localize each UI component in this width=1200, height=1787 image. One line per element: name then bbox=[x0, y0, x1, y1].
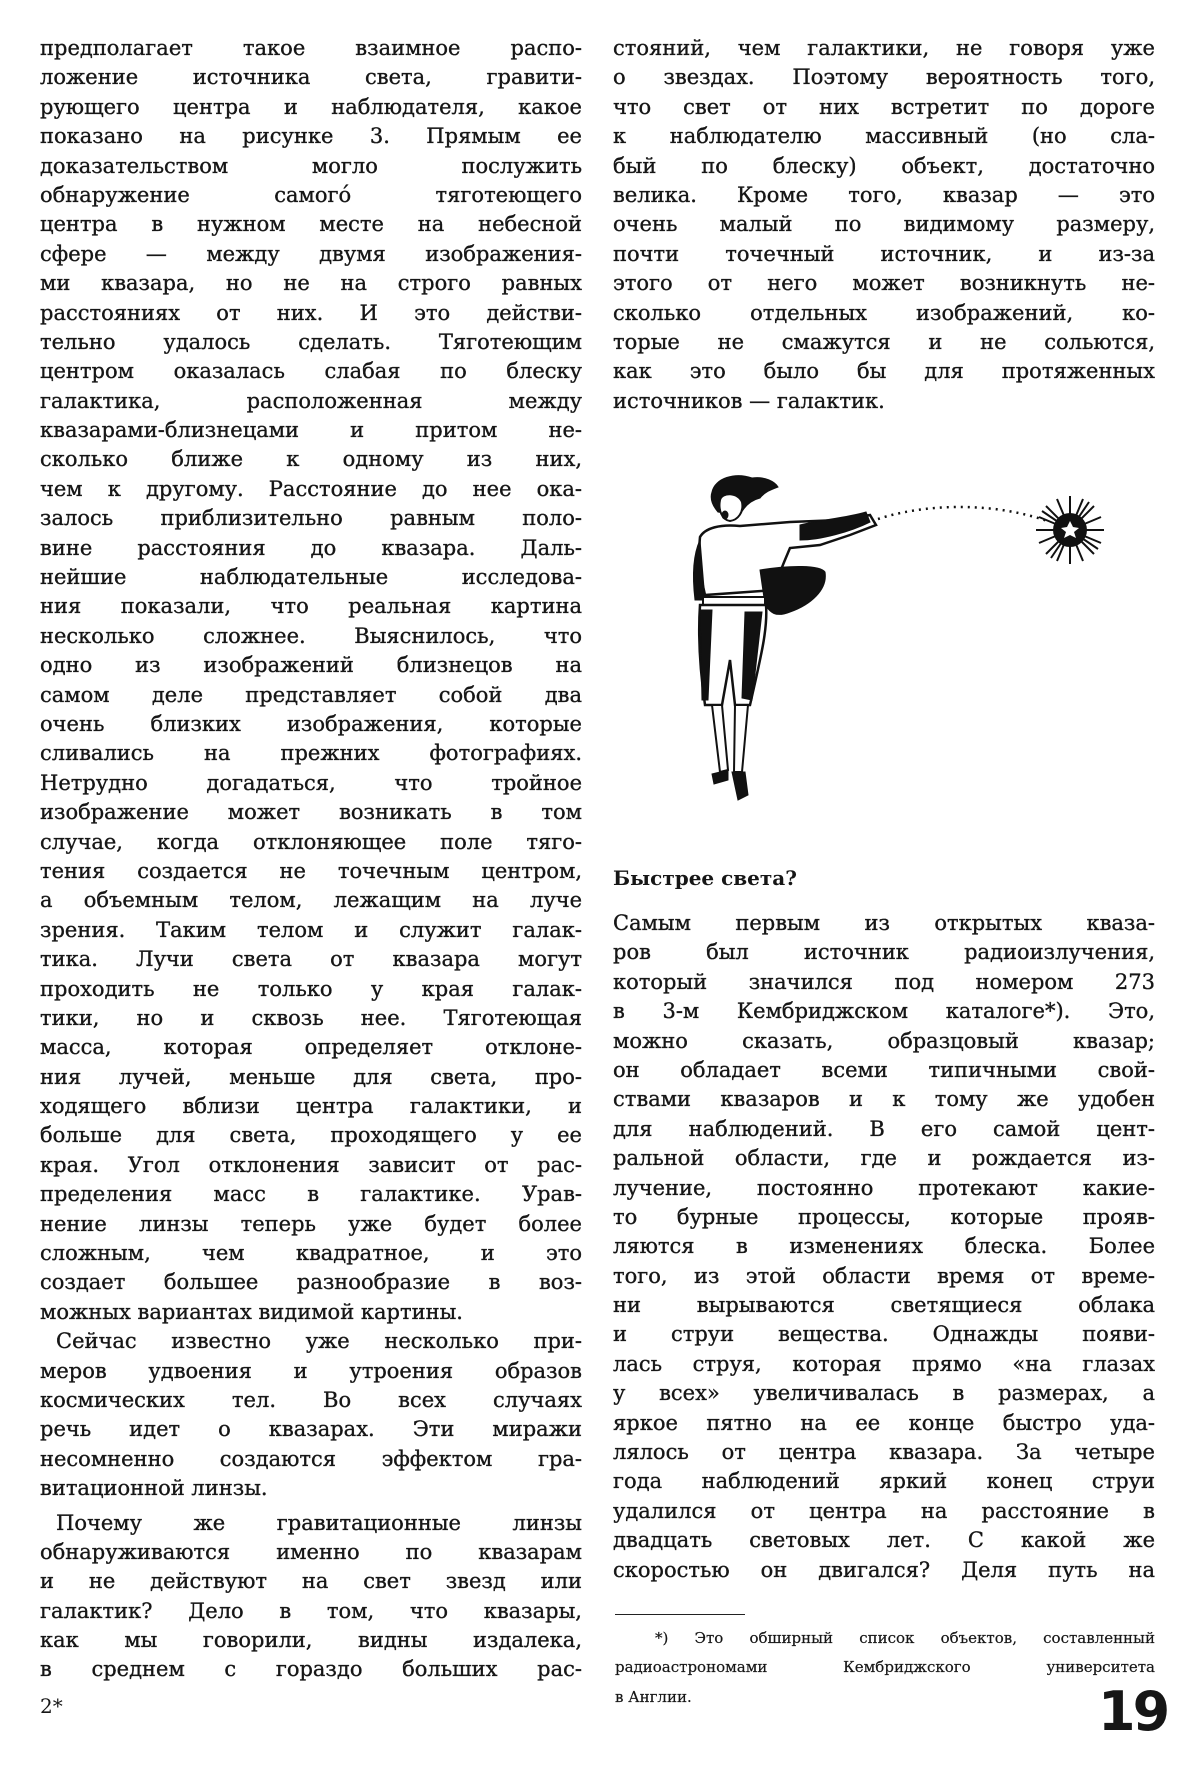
text-line: ложение источника света, гравити- bbox=[40, 65, 582, 90]
text-line: торые не смажутся и не сольются, bbox=[613, 329, 1155, 354]
text-line: яркое пятно на ее конце быстро уда- bbox=[613, 1410, 1155, 1435]
footnote-line: в Англии. bbox=[615, 1687, 692, 1706]
footnote-line: радиоастрономами Кембриджского университета bbox=[615, 1658, 1155, 1677]
text-line: нейшие наблюдательные исследова- bbox=[40, 565, 582, 590]
text-line: ляются в изменениях блеска. Более bbox=[613, 1234, 1155, 1259]
text-line: года наблюдений яркий конец струи bbox=[613, 1469, 1155, 1494]
text-line: он обладает всеми типичными свой- bbox=[613, 1057, 1155, 1082]
page-number: 19 bbox=[1098, 1680, 1168, 1743]
text-line: как это было бы для протяженных bbox=[613, 359, 1155, 384]
text-line: у всех» увеличивалась в размерах, а bbox=[613, 1381, 1155, 1406]
text-line: края. Угол отклонения зависит от рас- bbox=[40, 1152, 582, 1177]
text-line: лучение, постоянно протекают какие- bbox=[613, 1175, 1155, 1200]
text-line: нение линзы теперь уже будет более bbox=[40, 1211, 582, 1236]
footnote-line: *) Это обширный список объектов, составленный bbox=[655, 1629, 1155, 1647]
text-line: одно из изображений близнецов на bbox=[40, 653, 582, 678]
text-line: велика. Кроме того, квазар — это bbox=[613, 182, 1155, 207]
text-line: ходящего вблизи центра галактики, и bbox=[40, 1094, 582, 1119]
text-line: и не действуют на свет звезд или bbox=[40, 1569, 582, 1594]
text-line: который значился под номером 273 bbox=[613, 969, 1155, 994]
text-line: в 3-м Кембриджском каталоге*). Это, bbox=[613, 999, 1155, 1024]
text-line: источников — галактик. bbox=[613, 388, 885, 413]
text-line: рующего центра и наблюдателя, какое bbox=[40, 94, 582, 119]
text-line: сколько отдельных изображений, ко- bbox=[613, 300, 1155, 325]
text-line: тельно удалось сделать. Тяготеющим bbox=[40, 329, 582, 354]
dotted-trajectory bbox=[878, 507, 1050, 522]
text-line: пределения масс в галактике. Урав- bbox=[40, 1182, 582, 1207]
text-line: больше для света, проходящего у ее bbox=[40, 1123, 582, 1148]
text-line: о звездах. Поэтому вероятность того, bbox=[613, 65, 1155, 90]
text-line: витационной линзы. bbox=[40, 1476, 268, 1501]
text-line: очень малый по видимому размеру, bbox=[613, 212, 1155, 237]
text-line: расстояниях от них. И это действи- bbox=[40, 300, 582, 325]
text-line: несколько сложнее. Выяснилось, что bbox=[40, 623, 582, 648]
text-line: скоростью он двигался? Деля путь на bbox=[613, 1557, 1155, 1582]
text-line: предполагает такое взаимное распо- bbox=[40, 36, 582, 60]
text-line: показано на рисунке 3. Прямым ее bbox=[40, 124, 582, 149]
text-line: доказательством могло послужить bbox=[40, 153, 582, 178]
text-line: изображение может возникать в том bbox=[40, 800, 582, 825]
text-line: этого от него может возникнуть не- bbox=[613, 271, 1155, 296]
text-line: центра в нужном месте на небесной bbox=[40, 212, 582, 237]
text-line: что свет от них встретит по дороге bbox=[613, 94, 1155, 119]
text-line: проходить не только у края галак- bbox=[40, 976, 582, 1001]
text-line: как мы говорили, видны издалека, bbox=[40, 1628, 582, 1653]
text-line: обнаружение самого́ тяготеющего bbox=[40, 182, 582, 207]
text-line: почти точечный источник, и из-за bbox=[613, 241, 1155, 266]
text-line: квазарами-близнецами и притом не- bbox=[40, 418, 582, 443]
text-line: ни вырываются светящиеся облака bbox=[613, 1293, 1155, 1318]
text-line: и струи вещества. Однажды появи- bbox=[613, 1322, 1155, 1347]
text-line: Почему же гравитационные линзы bbox=[56, 1510, 582, 1535]
text-line: зрения. Таким телом и служит галак- bbox=[40, 917, 582, 942]
text-line: сфере — между двумя изображения- bbox=[40, 241, 582, 266]
text-line: лялось от центра квазара. За четыре bbox=[613, 1440, 1155, 1465]
text-line: обнаруживаются именно по квазарам bbox=[40, 1539, 582, 1564]
text-line: ральной области, где и рождается из- bbox=[613, 1146, 1155, 1171]
text-line: сколько ближе к одному из них, bbox=[40, 447, 582, 472]
text-line: стояний, чем галактики, не говоря уже bbox=[613, 36, 1155, 60]
text-line: ствами квазаров и к тому же удобен bbox=[613, 1087, 1155, 1112]
text-line: бый по блеску) объект, достаточно bbox=[613, 153, 1155, 178]
star-icon bbox=[1036, 496, 1104, 564]
text-line: лась струя, которая прямо «на глазах bbox=[613, 1351, 1155, 1376]
text-line: того, из этой области время от време- bbox=[613, 1263, 1155, 1288]
boy-figure bbox=[693, 476, 876, 800]
text-line: удалился от центра на расстояние в bbox=[613, 1498, 1155, 1523]
text-line: ров был источник радиоизлучения, bbox=[613, 940, 1155, 965]
text-line: самом деле представляет собой два bbox=[40, 682, 582, 707]
text-line: несомненно создаются эффектом гра- bbox=[40, 1446, 582, 1471]
text-line: космических тел. Во всех случаях bbox=[40, 1387, 582, 1412]
text-line: вине расстояния до квазара. Даль- bbox=[40, 535, 582, 560]
text-line: можно сказать, образцовый квазар; bbox=[613, 1028, 1155, 1053]
text-line: создает большее разнообразие в воз- bbox=[40, 1270, 582, 1295]
section-heading: Быстрее света? bbox=[613, 866, 797, 890]
text-line: тики, но и сквозь нее. Тяготеющая bbox=[40, 1005, 582, 1030]
text-line: меров удвоения и утроения образов bbox=[40, 1358, 582, 1383]
text-line: Сейчас известно уже несколько при- bbox=[56, 1329, 582, 1354]
text-line: в среднем с гораздо больших рас- bbox=[40, 1657, 582, 1682]
text-line: залось приблизительно равным поло- bbox=[40, 506, 582, 531]
text-line: масса, которая определяет отклоне- bbox=[40, 1035, 582, 1060]
text-line: для наблюдений. В его самой цент- bbox=[613, 1116, 1155, 1141]
text-line: галактик? Дело в том, что квазары, bbox=[40, 1598, 582, 1623]
text-line: можных вариантах видимой картины. bbox=[40, 1299, 463, 1324]
text-line: чем к другому. Расстояние до нее ока- bbox=[40, 476, 582, 501]
text-line: сложным, чем квадратное, и это bbox=[40, 1241, 582, 1266]
text-line: к наблюдателю массивный (но сла- bbox=[613, 124, 1155, 149]
text-line: галактика, расположенная между bbox=[40, 388, 582, 413]
text-line: а объемным телом, лежащим на луче bbox=[40, 888, 582, 913]
text-line: Нетрудно догадаться, что тройное bbox=[40, 770, 582, 795]
text-line: тения создается не точечным центром, bbox=[40, 858, 582, 883]
text-line: случае, когда отклоняющее поле тяго- bbox=[40, 829, 582, 854]
text-line: ния показали, что реальная картина bbox=[40, 594, 582, 619]
text-line: очень близких изображения, которые bbox=[40, 711, 582, 736]
signature-mark: 2* bbox=[40, 1694, 63, 1718]
text-line: Самым первым из открытых кваза- bbox=[613, 911, 1155, 935]
text-line: ния лучей, меньше для света, про- bbox=[40, 1064, 582, 1089]
text-line: тика. Лучи света от квазара могут bbox=[40, 947, 582, 972]
text-line: центром оказалась слабая по блеску bbox=[40, 359, 582, 384]
text-line: сливались на прежних фотографиях. bbox=[40, 741, 582, 766]
text-line: речь идет о квазарах. Эти миражи bbox=[40, 1417, 582, 1442]
text-line: то бурные процессы, которые прояв- bbox=[613, 1204, 1155, 1229]
text-line: ми квазара, но не на строго равных bbox=[40, 271, 582, 296]
text-line: двадцать световых лет. С какой же bbox=[613, 1528, 1155, 1553]
